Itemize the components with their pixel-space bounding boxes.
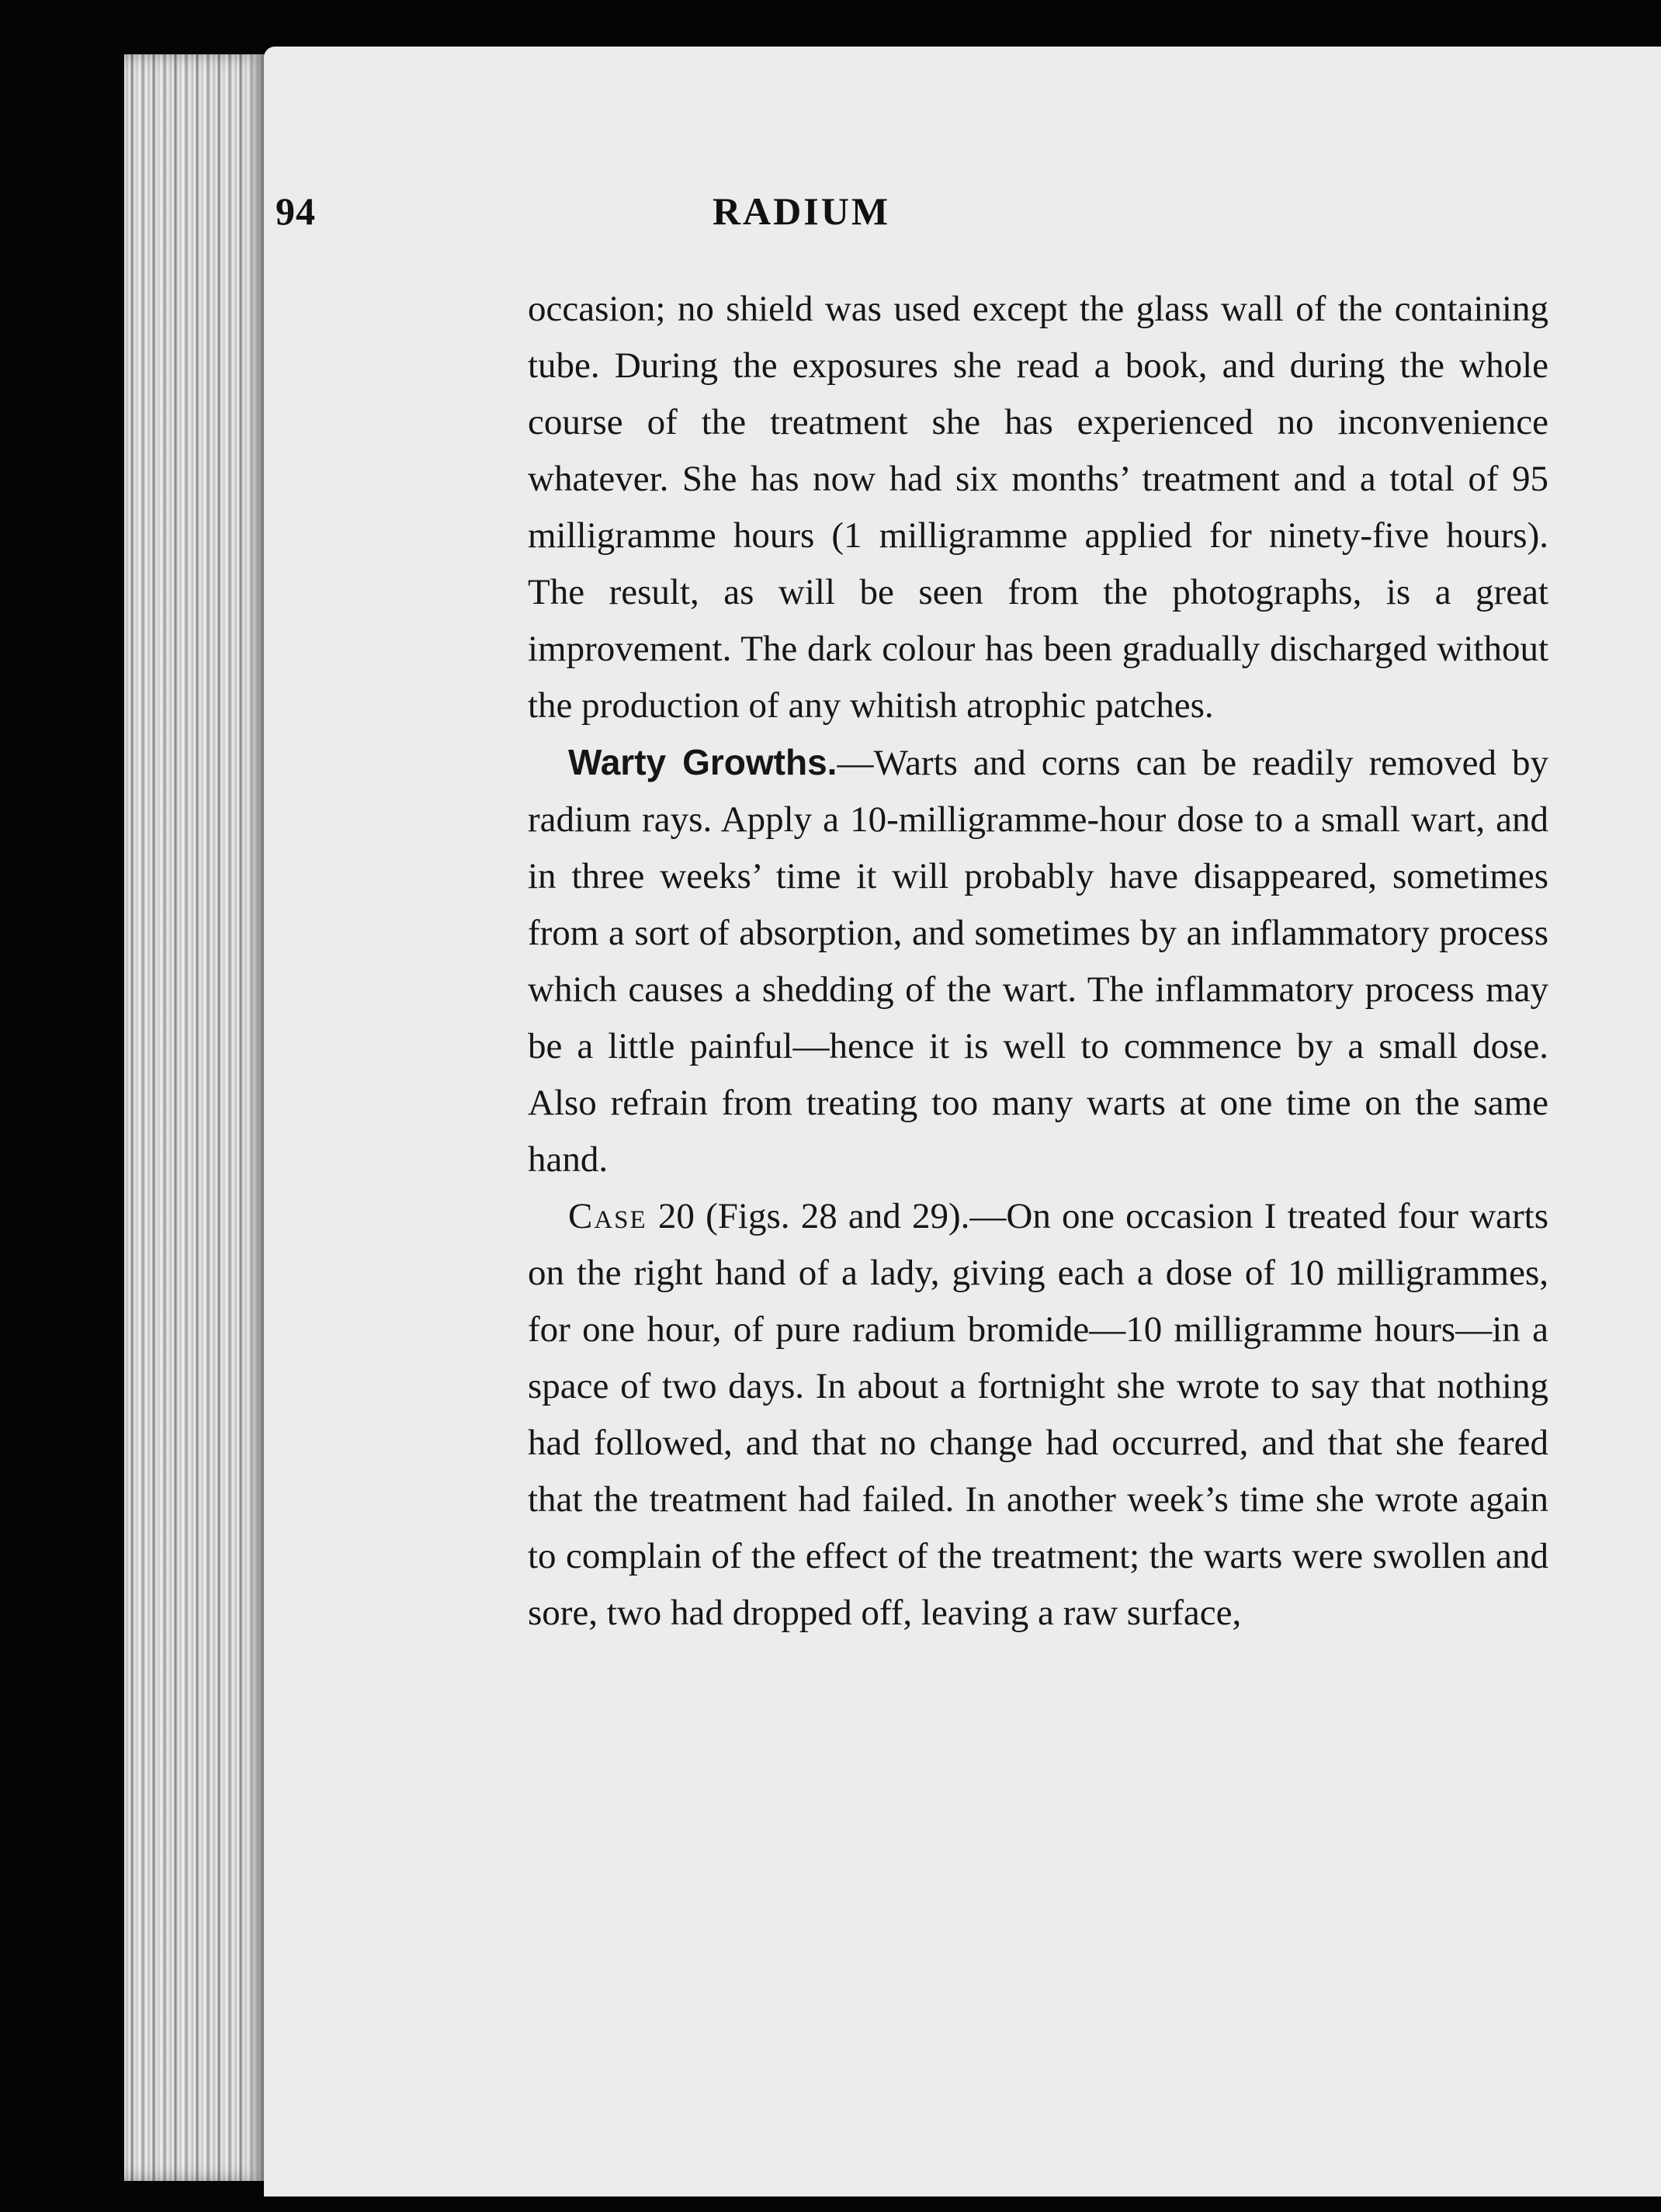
section-heading: Warty Growths. bbox=[568, 742, 837, 782]
book-page-edges bbox=[124, 54, 272, 2181]
paragraph-warty-growths bbox=[528, 734, 1548, 1188]
paragraph-text: occasion; no shield was used except the glass wall of the containing tube. During the exposures she read a book, and during the whole course of the treatment she has experienced no inconvenience whatever. She has now had six months’ treatment and a total of 95 milligramme hours (1 milligramme applied for ninety-five hours). The result, as will be seen from the photographs, is a great improvement. The dark colour has been gradually discharged without the production of any whitish atrophic patches. bbox=[528, 289, 1548, 726]
paragraph-continued bbox=[528, 281, 1548, 734]
page-number: 94 bbox=[276, 189, 316, 233]
case-label: Case bbox=[568, 1196, 647, 1236]
paragraph-text: —Warts and corns can be readily removed by radium rays. Apply a 10-milligramme-hour dose to a small wart, and in three weeks’ time it will probably have disappeared, sometimes from a sort of absorption, and sometimes by an inflammatory process which causes a shedding of the wart. The inflammatory process may be a little painful—hence it is well to commence by a small dose. Also refrain from treating too many warts at one time on the same hand. bbox=[528, 743, 1549, 1180]
body-text bbox=[528, 281, 1548, 1642]
page-header bbox=[276, 136, 1548, 233]
paragraph-case-20 bbox=[528, 1188, 1548, 1642]
paragraph-text: 20 (Figs. 28 and 29).—On one occasion I treated four warts on the right hand of a lady, giving each a dose of 10 milligrammes, for one hour, of pure radium bromide—10 milligramme hours—in a space of two days. In about a fortnight she wrote to say that nothing had followed, and that no change had occurred, and that she feared that the treatment had failed. In another week’s time she wrote again to complain of the effect of the treatment; the warts were swollen and sore, two had dropped off, leaving a raw surface, bbox=[528, 1196, 1548, 1633]
running-head: RADIUM bbox=[712, 189, 891, 233]
